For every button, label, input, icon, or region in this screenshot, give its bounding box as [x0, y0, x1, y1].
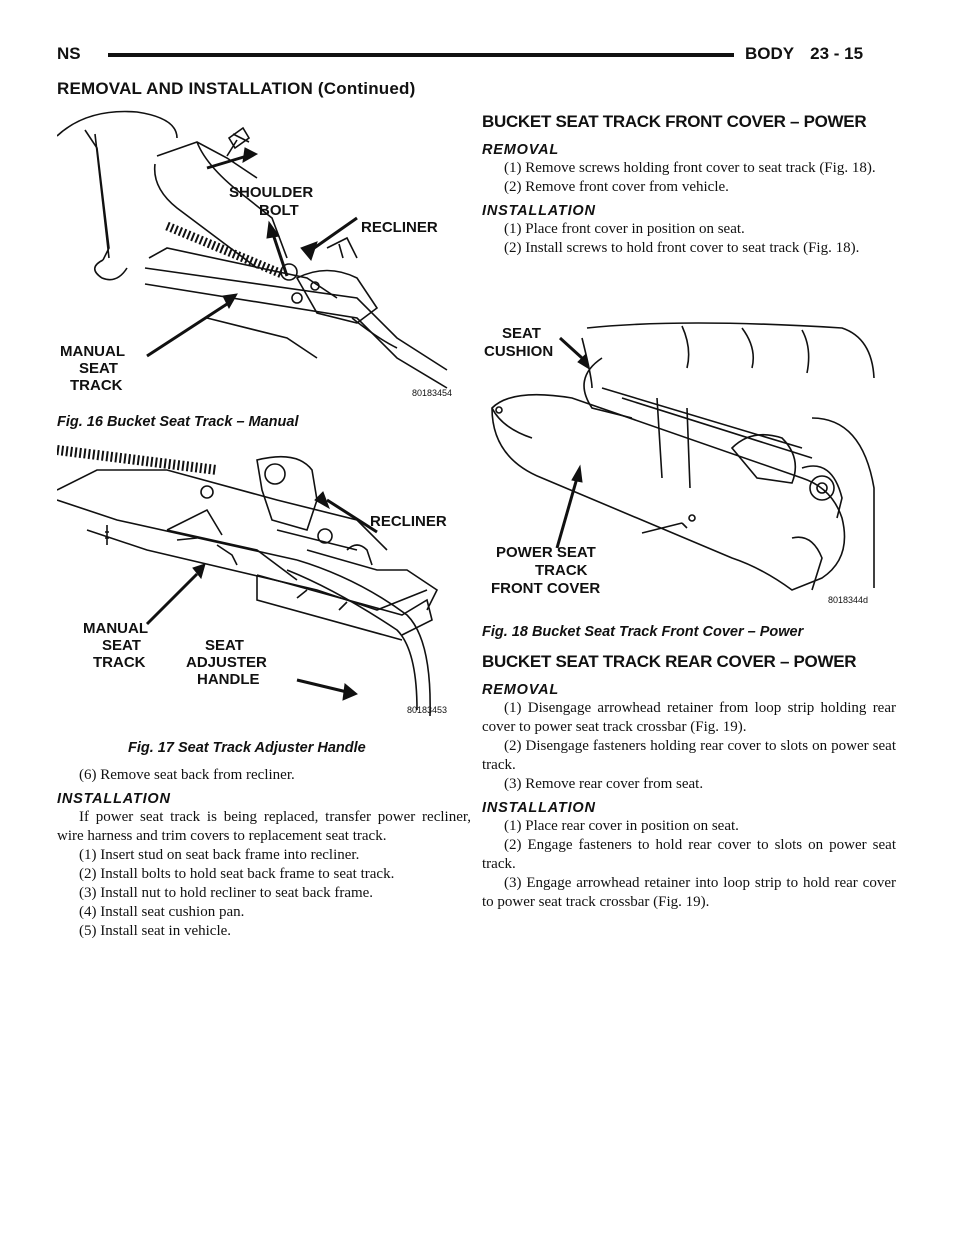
- installation-heading: INSTALLATION: [57, 791, 171, 807]
- svg-text:BOLT: BOLT: [259, 202, 299, 219]
- svg-text:POWER SEAT: POWER SEAT: [496, 544, 596, 561]
- front-cover-section: [482, 112, 896, 258]
- front-install-heading: INSTALLATION: [482, 203, 596, 219]
- svg-text:ADJUSTER: ADJUSTER: [186, 654, 267, 671]
- svg-text:SEAT: SEAT: [205, 637, 244, 654]
- svg-text:SHOULDER: SHOULDER: [229, 184, 314, 201]
- svg-text:SEAT: SEAT: [502, 325, 541, 342]
- installation-intro: If power seat track is being replaced, transfer power recliner, wire harness and trim covers to replacement seat track.: [57, 809, 471, 844]
- rear-install-heading: INSTALLATION: [482, 800, 596, 816]
- rear-install-step: (3) Engage arrowhead retainer into loop strip to hold rear cover to power seat track crossbar (Fig. 19).: [482, 875, 896, 910]
- fig16-illustration: [57, 108, 457, 400]
- rear-removal-heading: REMOVAL: [482, 682, 560, 698]
- header-rule: [108, 53, 734, 57]
- rear-cover-section: [482, 652, 896, 912]
- svg-text:8018344d: 8018344d: [828, 595, 869, 605]
- rear-install-step: (1) Place rear cover in position on seat.: [504, 818, 739, 834]
- fig16-caption: Fig. 16 Bucket Seat Track – Manual: [57, 414, 299, 430]
- svg-text:TRACK: TRACK: [93, 654, 146, 671]
- header-model: NS: [57, 44, 81, 63]
- step-6: (6) Remove seat back from recliner.: [79, 767, 295, 783]
- fig18-caption: Fig. 18 Bucket Seat Track Front Cover – Power: [482, 624, 804, 640]
- svg-text:TRACK: TRACK: [70, 377, 123, 394]
- fig18-illustration: [482, 318, 882, 610]
- continued-heading: REMOVAL AND INSTALLATION (Continued): [57, 79, 416, 98]
- header-section: BODY 23 - 15: [745, 44, 864, 63]
- front-cover-title: BUCKET SEAT TRACK FRONT COVER – POWER: [482, 112, 867, 131]
- page-number: 23 - 15: [810, 44, 864, 63]
- install-step: (3) Install nut to hold recliner to seat back frame.: [79, 885, 374, 901]
- front-removal-heading: REMOVAL: [482, 142, 560, 158]
- svg-text:MANUAL: MANUAL: [83, 620, 148, 637]
- fig17-caption: Fig. 17 Seat Track Adjuster Handle: [128, 740, 366, 756]
- svg-text:FRONT COVER: FRONT COVER: [491, 580, 601, 597]
- front-install-step: (1) Place front cover in position on seat.: [504, 221, 745, 237]
- install-step: (2) Install bolts to hold seat back frame to seat track.: [79, 866, 395, 882]
- rear-removal-step: (1) Disengage arrowhead retainer from loop strip holding rear cover to power seat track crossbar (Fig. 19).: [482, 700, 896, 735]
- svg-text:RECLINER: RECLINER: [361, 219, 438, 236]
- svg-text:SEAT: SEAT: [79, 360, 118, 377]
- rear-removal-step: (2) Disengage fasteners holding rear cover to slots on power seat track.: [482, 738, 896, 773]
- rear-cover-title: BUCKET SEAT TRACK REAR COVER – POWER: [482, 652, 857, 671]
- svg-text:80183454: 80183454: [412, 388, 453, 398]
- left-column-text: [57, 766, 471, 941]
- install-step: (5) Install seat in vehicle.: [79, 923, 232, 939]
- install-step: (4) Install seat cushion pan.: [79, 904, 245, 920]
- svg-text:CUSHION: CUSHION: [484, 343, 554, 360]
- svg-text:MANUAL: MANUAL: [60, 343, 125, 360]
- rear-removal-step: (3) Remove rear cover from seat.: [504, 776, 704, 792]
- front-removal-step: (1) Remove screws holding front cover to seat track (Fig. 18).: [504, 160, 876, 176]
- front-removal-step: (2) Remove front cover from vehicle.: [504, 179, 729, 195]
- fig17-illustration: [57, 440, 457, 732]
- svg-text:HANDLE: HANDLE: [197, 671, 260, 688]
- front-install-step: (2) Install screws to hold front cover to seat track (Fig. 18).: [504, 240, 860, 256]
- svg-text:TRACK: TRACK: [535, 562, 588, 579]
- svg-text:RECLINER: RECLINER: [370, 513, 447, 530]
- svg-text:SEAT: SEAT: [102, 637, 141, 654]
- rear-install-step: (2) Engage fasteners to hold rear cover to slots on power seat track.: [482, 837, 896, 872]
- install-step: (1) Insert stud on seat back frame into recliner.: [79, 847, 360, 863]
- svg-text:80183453: 80183453: [407, 705, 448, 715]
